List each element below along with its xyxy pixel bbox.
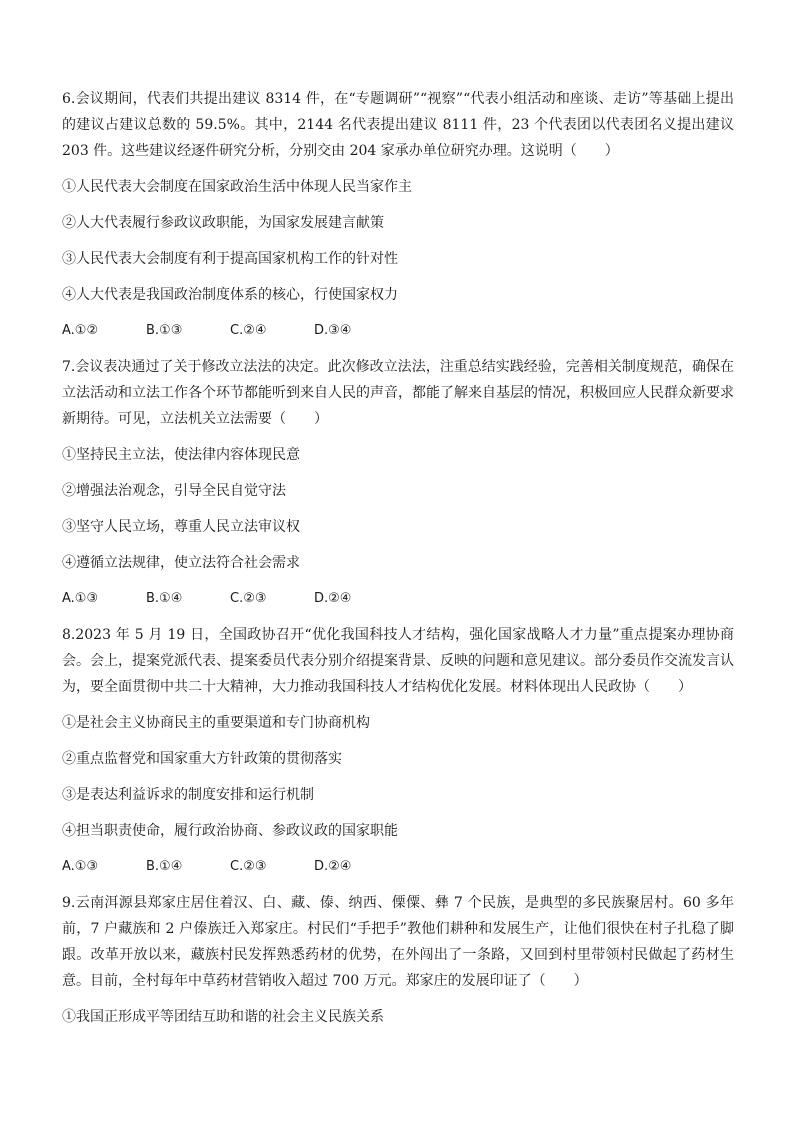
exam-page <box>62 86 734 1030</box>
question-6-option-4: ④人大代表是我国政治制度体系的核心，行使国家权力 <box>62 287 398 303</box>
question-7-option-1: ①坚持民主立法，使法律内容体现民意 <box>62 447 300 463</box>
question-8-option-4: ④担当职责使命，履行政治协商、参政议政的国家职能 <box>62 823 398 839</box>
answer-choice: B.①④ <box>146 591 183 606</box>
answer-choice: A.①③ <box>62 591 99 606</box>
question-9-stem: 9.云南洱源县郑家庄居住着汉、白、藏、傣、纳西、傈僳、彝 7 个民族，是典型的多民族聚居村。60 多年前，7 户藏族和 2 户傣族迁入郑家庄。村民们“手把手”教他们耕种和发展生产，让他们很快在村子扎稳了脚跟。改革开放以来，藏族村民发挥熟悉药材的优势，在外闯出了一条路，又回到村里带领村民做起了药材生意。目前，全村每年中草药材营销收入超过 700 万元。郑家庄的发展印证了（ ） <box>62 895 734 989</box>
answer-choice: C.②③ <box>230 591 267 606</box>
question-7-stem: 7.会议表决通过了关于修改立法法的决定。此次修改立法法，注重总结实践经验，完善相关制度规范，确保在立法活动和立法工作各个环节都能听到来自人民的声音，都能了解来自基层的情况，积极回应人民群众新要求新期待。可见，立法机关立法需要（ ） <box>62 359 734 427</box>
question-7-option-4: ④遵循立法规律，使立法符合社会需求 <box>62 555 300 571</box>
answer-choice: D.③④ <box>314 323 352 338</box>
question-6-stem: 6.会议期间，代表们共提出建议 8314 件，在“专题调研”“视察”“代表小组活动和座谈、走访”等基础上提出的建议占建议总数的 59.5%。其中，2144 名代表提出建议 8111 件，23 个代表团以代表团名义提出建议 203 件。这些建议经逐件研究分析，分别交由 204 家承办单位研究办理。这说明（ ） <box>62 91 734 159</box>
question-7-option-3: ③坚守人民立场，尊重人民立法审议权 <box>62 519 300 535</box>
question-8-option-1: ①是社会主义协商民主的重要渠道和专门协商机构 <box>62 715 370 731</box>
answer-choice: A.①② <box>62 323 99 338</box>
question-7-option-2: ②增强法治观念，引导全民自觉守法 <box>62 483 286 499</box>
answer-choice: C.②④ <box>230 323 267 338</box>
question-6-answers <box>62 318 734 344</box>
answer-choice: C.②③ <box>230 859 267 874</box>
answer-choice: D.②④ <box>314 591 352 606</box>
question-8-option-3: ③是表达利益诉求的制度安排和运行机制 <box>62 787 314 803</box>
answer-choice: B.①④ <box>146 859 183 874</box>
answer-choice: A.①③ <box>62 859 99 874</box>
answer-choice: B.①③ <box>146 323 183 338</box>
question-7-answers <box>62 586 734 612</box>
question-6-option-3: ③人民代表大会制度有利于提高国家机构工作的针对性 <box>62 251 398 267</box>
question-8-answers <box>62 854 734 880</box>
answer-choice: D.②④ <box>314 859 352 874</box>
question-8-option-2: ②重点监督党和国家重大方针政策的贯彻落实 <box>62 751 342 767</box>
question-9-option-1: ①我国正形成平等团结互助和谐的社会主义民族关系 <box>62 1009 384 1025</box>
question-6-option-1: ①人民代表大会制度在国家政治生活中体现人民当家作主 <box>62 179 412 195</box>
question-6-option-2: ②人大代表履行参政议政职能，为国家发展建言献策 <box>62 215 384 231</box>
question-8-stem: 8.2023 年 5 月 19 日，全国政协召开“优化我国科技人才结构，强化国家战略人才力量”重点提案办理协商会。会上，提案党派代表、提案委员代表分别介绍提案背景、反映的问题和意见建议。部分委员作交流发言认为，要全面贯彻中共二十大精神，大力推动我国科技人才结构优化发展。材料体现出人民政协（ ） <box>62 627 734 695</box>
